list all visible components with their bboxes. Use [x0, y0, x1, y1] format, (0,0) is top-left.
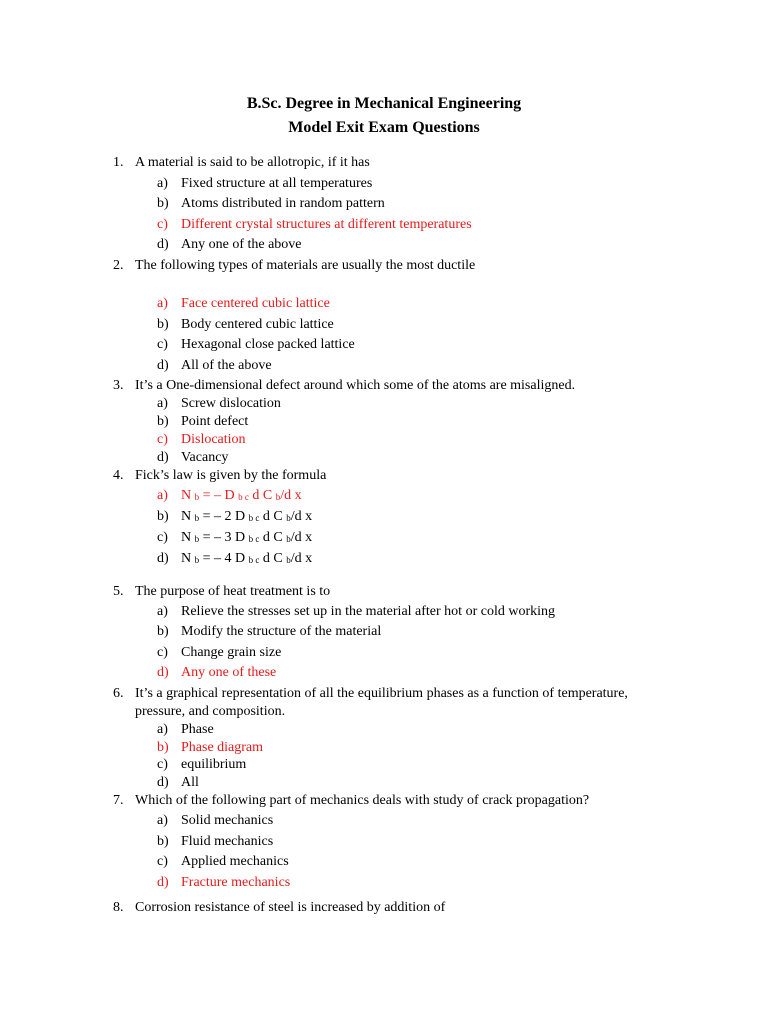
option-text: Fixed structure at all temperatures — [181, 176, 373, 191]
formula-subscript: b — [286, 555, 291, 565]
option-letter: d) — [157, 775, 169, 790]
option-text: Any one of the above — [181, 237, 302, 252]
option-letter: a) — [157, 722, 168, 737]
formula-subscript: b c — [238, 492, 249, 502]
formula-symbol: N — [181, 509, 192, 524]
option-text: Relieve the stresses set up in the material after hot or cold working — [181, 604, 556, 619]
question-number: 2. — [113, 258, 124, 273]
formula — [181, 529, 312, 547]
option-text: equilibrium — [181, 757, 247, 772]
option-text: Phase diagram — [181, 740, 264, 755]
option-text: Any one of these — [181, 665, 277, 680]
formula-coefficient: = – 2 D — [202, 509, 246, 524]
option-text: Modify the structure of the material — [181, 624, 382, 639]
formula-gradient: d C — [262, 530, 283, 545]
option-letter: c) — [157, 530, 168, 545]
option-text: Fluid mechanics — [181, 834, 274, 849]
option-text: Solid mechanics — [181, 813, 274, 828]
formula-denominator: /d x — [280, 488, 302, 503]
formula-subscript: b — [286, 534, 291, 544]
question-number: 8. — [113, 900, 124, 915]
question-text: Corrosion resistance of steel is increased by addition of — [135, 900, 446, 915]
option-letter: d) — [157, 237, 169, 252]
option-letter: c) — [157, 217, 168, 232]
option-letter: c) — [157, 645, 168, 660]
option-letter: b) — [157, 196, 169, 211]
formula-subscript: b — [194, 513, 200, 523]
formula-subscript: b c — [248, 534, 260, 544]
formula-denominator: /d x — [290, 551, 313, 566]
question-text: Fick’s law is given by the formula — [135, 468, 327, 483]
option-letter: a) — [157, 296, 168, 311]
formula-subscript: b — [194, 534, 200, 544]
option-letter: b) — [157, 624, 169, 639]
question-number: 7. — [113, 793, 124, 808]
option-text: Hexagonal close packed lattice — [181, 337, 355, 352]
option-letter: a) — [157, 176, 168, 191]
formula-symbol: N — [181, 551, 192, 566]
option-text: Atoms distributed in random pattern — [181, 196, 385, 211]
option-letter: b) — [157, 740, 169, 755]
option-letter: b) — [157, 317, 169, 332]
option-text: Vacancy — [181, 450, 229, 465]
formula-subscript: b — [286, 513, 291, 523]
formula — [181, 487, 302, 505]
option-text: Fracture mechanics — [181, 875, 291, 890]
option-letter: c) — [157, 432, 168, 447]
formula-gradient: d C — [262, 551, 283, 566]
formula-symbol: N — [181, 488, 192, 503]
option-text: Dislocation — [181, 432, 246, 447]
option-text: Body centered cubic lattice — [181, 317, 334, 332]
question-number: 6. — [113, 686, 124, 701]
document-subtitle: Model Exit Exam Questions — [288, 119, 480, 136]
question-text: Which of the following part of mechanics deals with study of crack propagation? — [135, 793, 590, 808]
question-text: The following types of materials are usually the most ductile — [135, 258, 476, 273]
formula-denominator: /d x — [290, 530, 313, 545]
formula-coefficient: = – 3 D — [202, 530, 246, 545]
question-number: 4. — [113, 468, 124, 483]
option-letter: d) — [157, 665, 169, 680]
option-text: All — [181, 775, 199, 790]
option-letter: a) — [157, 396, 168, 411]
formula-subscript: b — [275, 492, 281, 502]
option-letter: a) — [157, 813, 168, 828]
option-letter: b) — [157, 509, 169, 524]
formula-coefficient: = – 4 D — [202, 551, 246, 566]
formula-symbol: N — [181, 530, 192, 545]
option-letter: c) — [157, 757, 168, 772]
option-letter: b) — [157, 414, 169, 429]
formula — [181, 550, 312, 568]
option-text: Face centered cubic lattice — [181, 296, 330, 311]
formula-subscript: b — [194, 492, 200, 502]
question-number: 3. — [113, 378, 124, 393]
question-text: It’s a One-dimensional defect around which some of the atoms are misaligned. — [135, 378, 576, 393]
option-letter: a) — [157, 604, 168, 619]
question-number: 1. — [113, 155, 124, 170]
question-text-continued: pressure, and composition. — [135, 704, 286, 719]
question-text: It’s a graphical representation of all the equilibrium phases as a function of temperature, — [135, 686, 628, 701]
formula-gradient: d C — [262, 509, 283, 524]
formula-subscript: b c — [248, 555, 260, 565]
question-text: A material is said to be allotropic, if it has — [135, 155, 370, 170]
option-text: Applied mechanics — [181, 854, 289, 869]
option-letter: b) — [157, 834, 169, 849]
option-letter: d) — [157, 450, 169, 465]
option-text: Phase — [181, 722, 214, 737]
formula-subscript: b — [194, 555, 200, 565]
option-text: Change grain size — [181, 645, 282, 660]
formula — [181, 508, 312, 526]
option-letter: a) — [157, 488, 168, 503]
option-text: Screw dislocation — [181, 396, 281, 411]
option-text: Different crystal structures at different temperatures — [181, 217, 472, 232]
option-text: Point defect — [181, 414, 249, 429]
option-letter: d) — [157, 551, 169, 566]
formula-denominator: /d x — [290, 509, 313, 524]
option-letter: c) — [157, 337, 168, 352]
question-number: 5. — [113, 584, 124, 599]
formula-coefficient: = – D — [202, 488, 235, 503]
document-title: B.Sc. Degree in Mechanical Engineering — [246, 95, 522, 112]
option-letter: d) — [157, 875, 169, 890]
question-text: The purpose of heat treatment is to — [135, 584, 331, 599]
option-letter: c) — [157, 854, 168, 869]
formula-gradient: d C — [252, 488, 273, 503]
option-letter: d) — [157, 358, 169, 373]
formula-subscript: b c — [248, 513, 260, 523]
option-text: All of the above — [181, 358, 272, 373]
